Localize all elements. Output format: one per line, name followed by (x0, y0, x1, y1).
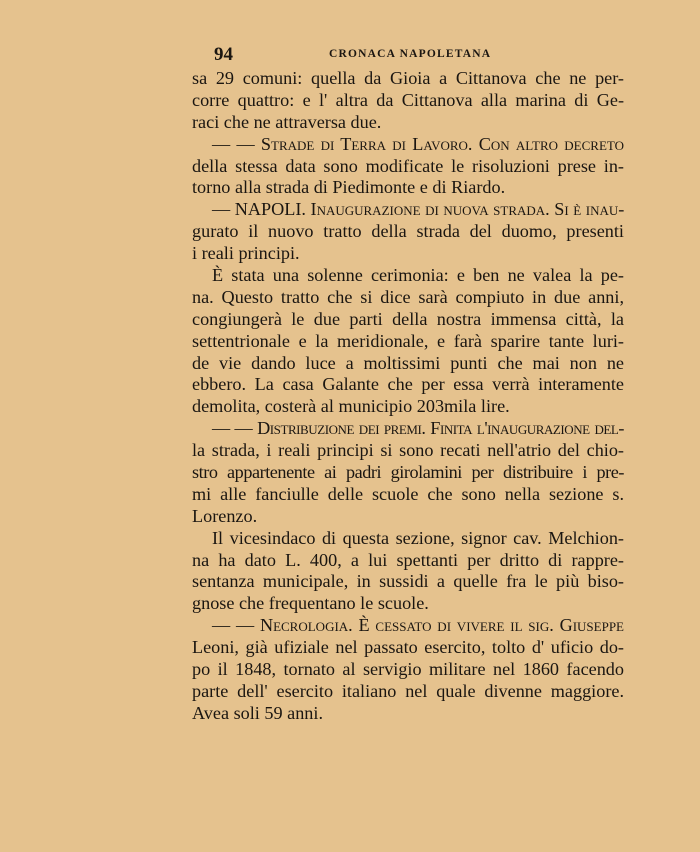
text-line: settentrionale e la meridionale, e farà sparire tante luri- (192, 330, 624, 351)
paragraph-distribuzione-premi (192, 418, 624, 527)
text-line: raci che ne attraversa due. (192, 111, 382, 132)
text-line: na. Questo tratto che si dice sarà compiuto in due anni, (192, 286, 624, 307)
text-line: la strada, i reali principi si sono recati nell'atrio del chio- (192, 440, 624, 461)
text-line: — — Distribuzione dei premi. Finita l'inaugurazione del- (212, 418, 624, 439)
book-page (192, 44, 624, 725)
text-line: demolita, costerà al municipio 203mila lire. (192, 396, 510, 417)
text-line: della stessa data sono modificate le risoluzioni prese in- (192, 155, 624, 176)
text-line: — — Strade di Terra di Lavoro. Con altro decreto (212, 133, 624, 154)
text-line: Avea soli 59 anni. (192, 702, 323, 723)
paragraph-vicesindaco (192, 528, 624, 616)
text-line: sa 29 comuni: quella da Gioia a Cittanova che ne per- (192, 68, 624, 88)
running-title: CRONACA NAPOLETANA (329, 48, 492, 60)
text-line: torno alla strada di Piedimonte e di Riardo. (192, 177, 506, 198)
paragraph-strade-terra-di-lavoro (192, 134, 624, 200)
text-line: — — Necrologia. È cessato di vivere il sig. Giuseppe (212, 615, 624, 636)
paragraph-cerimonia (192, 265, 624, 418)
text-line: parte dell' esercito italiano nel quale divenne maggiore. (192, 680, 624, 701)
text-line: po il 1848, tornato al servigio militare nel 1860 facendo (192, 659, 624, 680)
text-line: congiungerà le due parti della nostra immensa città, la (192, 308, 624, 329)
text-line: È stata una solenne cerimonia: e ben ne valea la pe- (212, 265, 624, 286)
text-line: corre quattro: e l' altra da Cittanova alla marina di Ge- (192, 89, 624, 110)
text-line: i reali principi. (192, 243, 300, 264)
paragraph-napoli-inaugurazione (192, 199, 624, 265)
text-line: de vie dando luce a moltissimi punti che mai non ne (192, 352, 624, 373)
paragraph (192, 68, 624, 134)
text-line: Leoni, già ufiziale nel passato esercito, tolto d' uficio do- (192, 637, 624, 658)
page-header (192, 44, 624, 68)
text-line: gnose che frequentano le scuole. (192, 593, 429, 614)
text-line: ebbero. La casa Galante che per essa verrà interamente (192, 374, 624, 395)
text-line: stro appartenente ai padri girolamini per distribuire i pre- (192, 462, 624, 483)
paragraph-necrologia (192, 615, 624, 724)
text-line: sentanza municipale, in sussidi a quelle fra le più biso- (192, 571, 624, 592)
text-line: mi alle fanciulle delle scuole che sono nella sezione s. (192, 483, 624, 504)
text-line: gurato il nuovo tratto della strada del duomo, presenti (192, 221, 624, 242)
text-line: na ha dato L. 400, a lui spettanti per dritto di rappre- (192, 549, 624, 570)
text-line: — NAPOLI. Inaugurazione di nuova strada. Si è inau- (212, 199, 625, 220)
page-number: 94 (214, 44, 233, 65)
text-line: Lorenzo. (192, 505, 258, 526)
text-line: Il vicesindaco di questa sezione, signor cav. Melchion- (212, 527, 624, 548)
